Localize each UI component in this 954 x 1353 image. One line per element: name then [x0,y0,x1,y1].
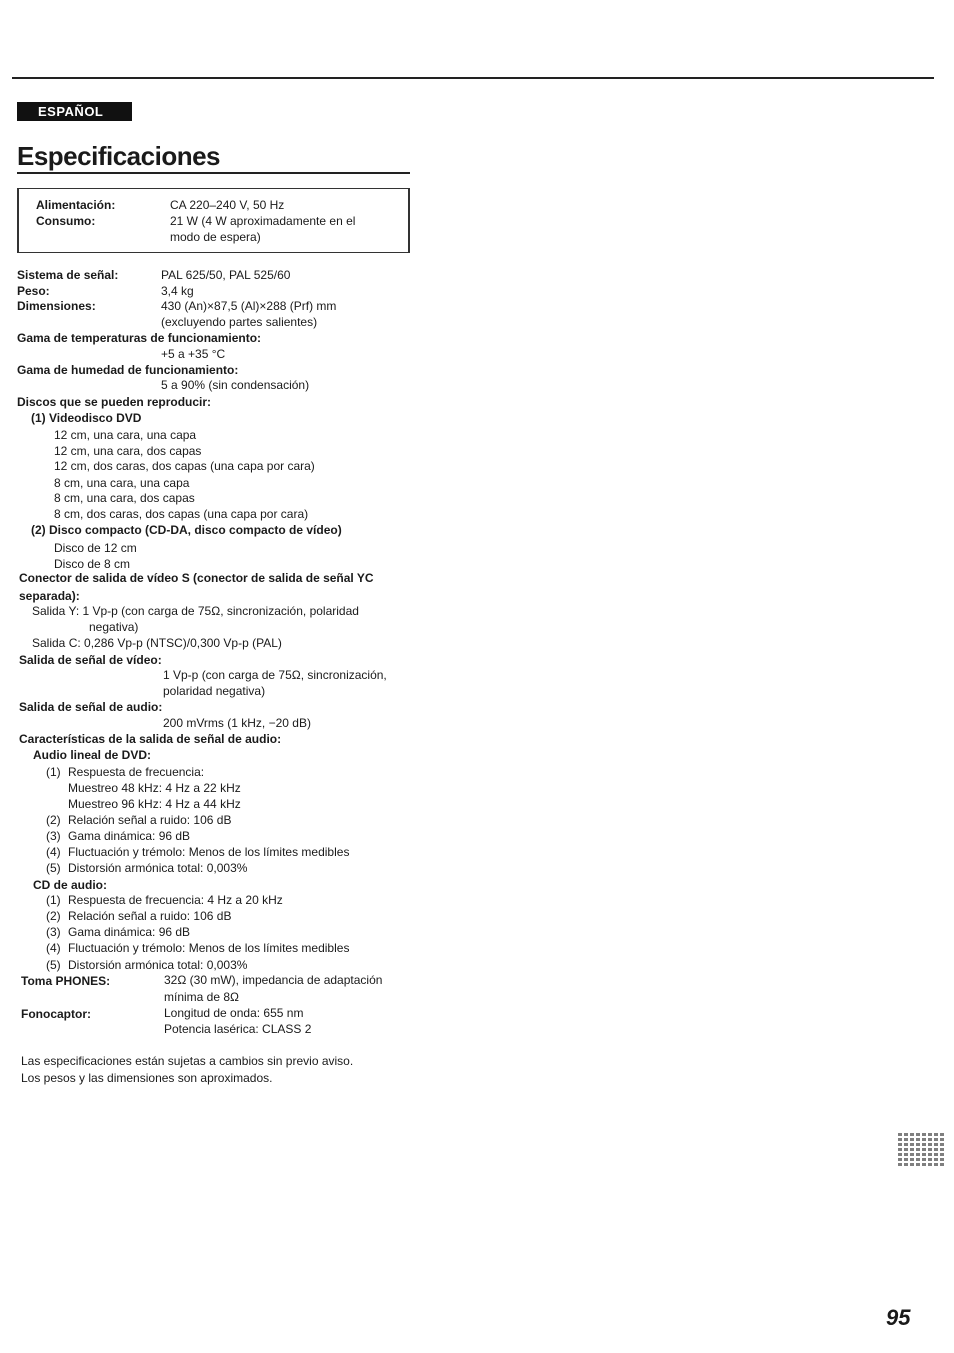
list-item-num: (4) [46,845,61,859]
svideo-c: Salida C: 0,286 Vp-p (NTSC)/0,300 Vp-p (PAL) [32,636,282,650]
list-item: Relación señal a ruido: 106 dB [68,909,232,923]
note-line-2: Los pesos y las dimensiones son aproximados. [21,1071,273,1085]
list-item: Relación señal a ruido: 106 dB [68,813,232,827]
power-label: Alimentación: [36,198,116,212]
temp-label: Gama de temperaturas de funcionamiento: [17,331,262,345]
list-item: Muestreo 48 kHz: 4 Hz a 22 kHz [68,781,241,795]
list-item: Disco de 8 cm [54,557,131,571]
svideo-y-2: negativa) [89,620,139,634]
list-item-num: (5) [46,958,61,972]
list-item-num: (5) [46,861,61,875]
list-item: Respuesta de frecuencia: 4 Hz a 20 kHz [68,893,283,907]
hum-value: 5 a 90% (sin condensación) [161,378,310,392]
pickup-value-2: Potencia lasérica: CLASS 2 [164,1022,312,1036]
list-item: Respuesta de frecuencia: [68,765,205,779]
consumption-label: Consumo: [36,214,96,228]
dvd-label: (1) Videodisco DVD [31,411,142,425]
list-item-num: (3) [46,829,61,843]
top-rule [12,77,934,79]
discs-label: Discos que se pueden reproducir: [17,395,212,409]
weight-label: Peso: [17,284,50,298]
video-label: Salida de señal de vídeo: [19,653,162,667]
hum-label: Gama de humedad de funcionamiento: [17,363,239,377]
print-mark [898,1132,944,1166]
temp-value: +5 a +35 °C [161,347,226,361]
list-item: Fluctuación y trémolo: Menos de los límites medibles [68,941,350,955]
audio-value: 200 mVrms (1 kHz, −20 dB) [163,716,311,730]
list-item: Distorsión armónica total: 0,003% [68,861,248,875]
signal-label: Sistema de señal: [17,268,119,282]
power-value: CA 220–240 V, 50 Hz [170,198,285,212]
list-item-num: (2) [46,813,61,827]
consumption-value-1: 21 W (4 W aproximadamente en el [170,214,356,228]
cd-audio-label: CD de audio: [33,878,107,892]
phones-label: Toma PHONES: [21,974,111,988]
video-value-1: 1 Vp-p (con carga de 75Ω, sincronización, [163,668,387,682]
list-item: 8 cm, dos caras, dos capas (una capa por cara) [54,507,309,521]
list-item: 8 cm, una cara, una capa [54,476,190,490]
cd-label: (2) Disco compacto (CD-DA, disco compacto de vídeo) [31,523,342,537]
svideo-y-1: Salida Y: 1 Vp-p (con carga de 75Ω, sincronización, polaridad [32,604,359,618]
dvd-audio-label: Audio lineal de DVD: [33,748,152,762]
page-number: 95 [886,1305,911,1330]
dims-value-1: 430 (An)×87,5 (Al)×288 (Prf) mm [161,299,337,313]
list-item-num: (3) [46,925,61,939]
svideo-label-1: Conector de salida de vídeo S (conector de salida de señal YC [19,571,374,585]
list-item: 8 cm, una cara, dos capas [54,491,195,505]
weight-value: 3,4 kg [161,284,194,298]
list-item: 12 cm, dos caras, dos capas (una capa por cara) [54,459,315,473]
list-item: 12 cm, una cara, dos capas [54,444,202,458]
pickup-value-1: Longitud de onda: 655 nm [164,1006,304,1020]
video-value-2: polaridad negativa) [163,684,266,698]
page-title: Especificaciones [17,141,220,171]
list-item: Gama dinámica: 96 dB [68,829,191,843]
note-line-1: Las especificaciones están sujetas a cambios sin previo aviso. [21,1054,354,1068]
list-item: Distorsión armónica total: 0,003% [68,958,248,972]
phones-value-2: mínima de 8Ω [164,990,239,1004]
dims-value-2: (excluyendo partes salientes) [161,315,318,329]
char-label: Características de la salida de señal de audio: [19,732,282,746]
list-item-num: (1) [46,893,61,907]
list-item: Muestreo 96 kHz: 4 Hz a 44 kHz [68,797,241,811]
phones-value-1: 32Ω (30 mW), impedancia de adaptación [164,973,383,987]
list-item: Disco de 12 cm [54,541,137,555]
consumption-value-2: modo de espera) [170,230,261,244]
language-label: ESPAÑOL [17,102,132,121]
list-item: Fluctuación y trémolo: Menos de los límites medibles [68,845,350,859]
audio-label: Salida de señal de audio: [19,700,163,714]
dims-label: Dimensiones: [17,299,96,313]
list-item-num: (2) [46,909,61,923]
signal-value: PAL 625/50, PAL 525/60 [161,268,291,282]
list-item-num: (1) [46,765,61,779]
title-rule [17,172,410,174]
pickup-label: Fonocaptor: [21,1007,91,1021]
svideo-label-2: separada): [19,589,80,603]
list-item: 12 cm, una cara, una capa [54,428,197,442]
list-item: Gama dinámica: 96 dB [68,925,191,939]
list-item-num: (4) [46,941,61,955]
